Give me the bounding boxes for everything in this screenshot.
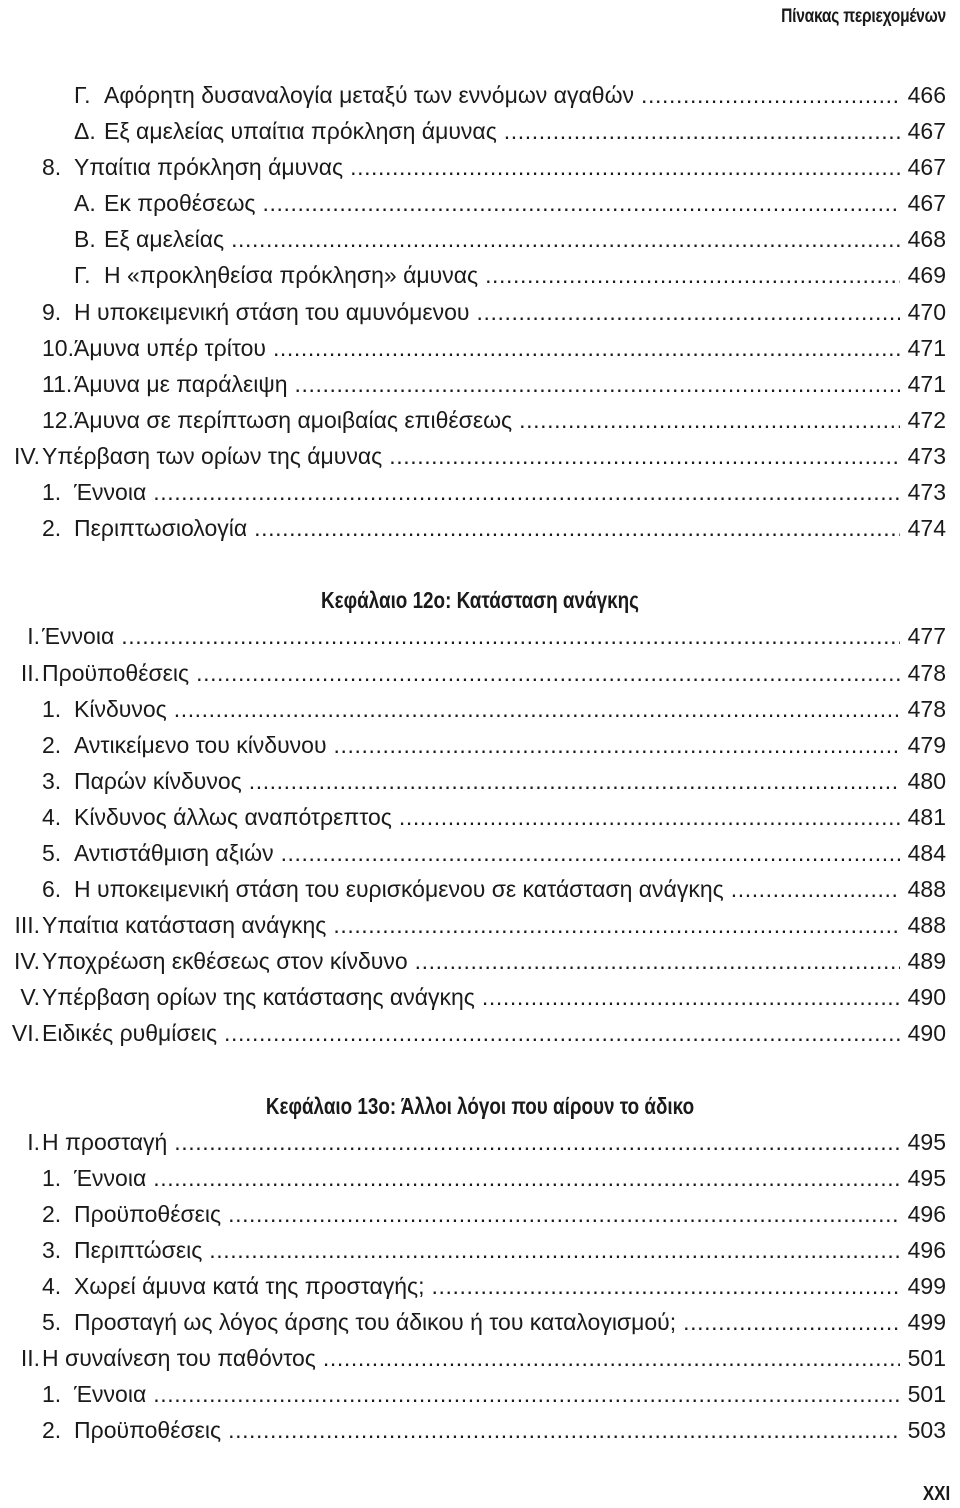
toc-entry-page: 481 — [900, 799, 946, 835]
toc-entry-label: Εξ αμελείας υπαίτια πρόκληση άμυνας ..... — [104, 113, 902, 149]
toc-entry-number — [0, 618, 40, 654]
toc-entry-number-text: 1. — [42, 695, 62, 722]
toc-entry-number — [42, 727, 72, 763]
chapter-heading: Κεφάλαιο 13ο: Άλλοι λόγοι που αίρουν το άδικο — [265, 1092, 695, 1119]
toc-entry — [0, 727, 960, 763]
toc-entry-label: Άμυνα σε περίπτωση αμοιβαίας επιθέσεως ..... — [74, 402, 902, 438]
toc-entry-page: 479 — [900, 727, 946, 763]
toc-entry-page: 472 — [900, 402, 946, 438]
toc-entry-page: 488 — [900, 871, 946, 907]
toc-entry-label: Χωρεί άμυνα κατά της προσταγής; ..... — [74, 1268, 902, 1304]
toc-entry — [0, 835, 960, 871]
toc-entry-number — [0, 1015, 40, 1051]
toc-entry-label: Υπαίτια πρόκληση άμυνας ..... — [74, 149, 902, 185]
toc-entry-number-text: 4. — [42, 1273, 62, 1300]
toc-entry-number — [42, 330, 72, 366]
toc-entry-number-text: Δ. — [74, 118, 96, 145]
toc-entry-label: Η υποκειμενική στάση του αμυνόμενου ..... — [74, 294, 902, 330]
toc-entry-page: 495 — [900, 1160, 946, 1196]
toc-entry-page: 478 — [900, 691, 946, 727]
toc-entry-page: 488 — [900, 907, 946, 943]
toc-entry-page: 467 — [900, 149, 946, 185]
toc-entry-page: 496 — [900, 1196, 946, 1232]
toc-spacer — [0, 546, 960, 582]
chapter-heading: Κεφάλαιο 12ο: Κατάσταση ανάγκης — [321, 587, 639, 614]
toc-entry-number-text: 12. — [42, 406, 74, 433]
toc-entry-number — [42, 799, 72, 835]
toc-entry-number — [42, 1412, 72, 1448]
toc-entry-number — [42, 149, 72, 185]
toc-entry-number — [42, 1232, 72, 1268]
toc-entry-number-text: V. — [20, 984, 40, 1011]
toc-entry — [0, 1376, 960, 1412]
toc-entry-page: 499 — [900, 1304, 946, 1340]
toc-entry-number-text: 9. — [42, 298, 62, 325]
toc-entry-number — [42, 366, 72, 402]
toc-entry-number-text: 5. — [42, 1309, 62, 1336]
toc-entry-number-text: 2. — [42, 731, 62, 758]
toc-entry — [0, 402, 960, 438]
toc-entry-number — [74, 257, 102, 293]
toc-entry-number — [0, 1124, 40, 1160]
toc-entry-number-text: 5. — [42, 839, 62, 866]
toc-entry-number-text: 11. — [42, 370, 73, 397]
toc-entry-number — [42, 763, 72, 799]
toc-entry — [0, 1015, 960, 1051]
toc-entry-number — [74, 113, 102, 149]
toc-entry-page: 473 — [900, 438, 946, 474]
toc-entry-label: Προϋποθέσεις ..... — [42, 655, 902, 691]
toc-entry-number-text: II. — [20, 1345, 40, 1372]
toc-entry — [0, 1124, 960, 1160]
toc-entry-page: 501 — [900, 1340, 946, 1376]
toc-entry-label: Έννοια ..... — [74, 1160, 902, 1196]
toc-entry-number-text: 8. — [42, 154, 62, 181]
toc-entry-number — [74, 185, 102, 221]
toc-entry-number — [42, 510, 72, 546]
toc-entry — [0, 799, 960, 835]
toc-entry-label: Προϋποθέσεις ..... — [74, 1196, 902, 1232]
toc-entry-label: Έννοια ..... — [74, 1376, 902, 1412]
toc-entry-page: 496 — [900, 1232, 946, 1268]
toc-entry-label: Αντικείμενο του κίνδυνου ..... — [74, 727, 902, 763]
toc-entry-number — [42, 1160, 72, 1196]
toc-entry-label: Παρών κίνδυνος ..... — [74, 763, 902, 799]
toc-entry-number-text: VI. — [11, 1020, 40, 1047]
toc-entry — [0, 221, 960, 257]
toc-entry — [0, 330, 960, 366]
toc-entry-number-text: 6. — [42, 876, 62, 903]
toc-entry-page: 480 — [900, 763, 946, 799]
toc-entry-number-text: Α. — [74, 190, 96, 217]
toc-entry-number — [42, 294, 72, 330]
toc-entry-page: 470 — [900, 294, 946, 330]
toc-entry-label: Κίνδυνος άλλως αναπότρεπτος ..... — [74, 799, 902, 835]
toc-entry-number — [42, 691, 72, 727]
toc-entry-number-text: 2. — [42, 1417, 62, 1444]
toc-entry-number — [42, 835, 72, 871]
toc-entry-number-text: II. — [20, 659, 40, 686]
toc-entry-label: Άμυνα υπέρ τρίτου ..... — [74, 330, 902, 366]
toc-entry — [0, 1268, 960, 1304]
toc-entry-label: Ειδικές ρυθμίσεις ..... — [42, 1015, 902, 1051]
toc-entry-label: Κίνδυνος ..... — [74, 691, 902, 727]
page-number: XXI — [922, 1483, 950, 1505]
toc-entry-label: Περιπτωσιολογία ..... — [74, 510, 902, 546]
toc-entry-label: Η συναίνεση του παθόντος ..... — [42, 1340, 902, 1376]
toc-entry-label: Η «προκληθείσα πρόκληση» άμυνας ..... — [104, 257, 902, 293]
toc-entry-label: Εξ αμελείας ..... — [104, 221, 902, 257]
toc-entry-label: Υπέρβαση ορίων της κατάστασης ανάγκης ..... — [42, 979, 902, 1015]
toc-entry — [0, 1160, 960, 1196]
toc-entry — [0, 366, 960, 402]
toc-entry-number — [0, 655, 40, 691]
toc-entry — [0, 871, 960, 907]
toc-entry-number — [42, 1304, 72, 1340]
toc-entry-page: 473 — [900, 474, 946, 510]
toc-entry-number — [42, 402, 72, 438]
toc-entry-number-text: IV. — [13, 442, 40, 469]
toc-entry-page: 469 — [900, 257, 946, 293]
toc-entry — [0, 474, 960, 510]
toc-entry-page: 489 — [900, 943, 946, 979]
toc-entry — [0, 257, 960, 293]
toc-entry-label: Άμυνα με παράλειψη ..... — [74, 366, 902, 402]
toc-entry-number — [74, 221, 102, 257]
toc-entry — [0, 294, 960, 330]
toc-entry — [0, 655, 960, 691]
toc-entry-page: 503 — [900, 1412, 946, 1448]
toc-entry-page: 490 — [900, 979, 946, 1015]
toc-entry-label: Αντιστάθμιση αξιών ..... — [74, 835, 902, 871]
toc-entry — [0, 185, 960, 221]
toc-entry — [0, 438, 960, 474]
toc-entry-page: 468 — [900, 221, 946, 257]
toc-entry-number-text: 4. — [42, 803, 62, 830]
running-head: Πίνακας περιεχομένων — [781, 6, 946, 27]
toc-entry-label: Αφόρητη δυσαναλογία μεταξύ των εννόμων αγαθών ..... — [104, 77, 902, 113]
toc-entry-label: Υπαίτια κατάσταση ανάγκης ..... — [42, 907, 902, 943]
toc-entry-number-text: 1. — [42, 1164, 62, 1191]
toc-entry-number — [74, 77, 102, 113]
toc-entry-label: Εκ προθέσεως ..... — [104, 185, 902, 221]
toc-entry-page: 478 — [900, 655, 946, 691]
toc-entry-page: 501 — [900, 1376, 946, 1412]
toc-entry-number-text: Β. — [74, 226, 96, 253]
toc-entry-number-text: I. — [27, 1128, 40, 1155]
toc-entry — [0, 618, 960, 654]
toc-entry-page: 499 — [900, 1268, 946, 1304]
toc-entry — [0, 510, 960, 546]
toc-entry-number — [42, 1376, 72, 1412]
toc-entry — [0, 943, 960, 979]
toc-entry-label: Προσταγή ως λόγος άρσης του άδικου ή του καταλογισμού; ..... — [74, 1304, 902, 1340]
toc-entry-label: Προϋποθέσεις ..... — [74, 1412, 902, 1448]
table-of-contents — [0, 77, 960, 1449]
toc-entry — [0, 1304, 960, 1340]
toc-entry-page: 466 — [900, 77, 946, 113]
toc-entry-page: 477 — [900, 618, 946, 654]
toc-entry-number-text: 1. — [42, 1381, 62, 1408]
toc-entry-number — [0, 979, 40, 1015]
toc-entry-number-text: I. — [27, 623, 40, 650]
toc-entry — [0, 763, 960, 799]
toc-entry — [0, 149, 960, 185]
toc-entry-number — [0, 1340, 40, 1376]
toc-entry — [0, 77, 960, 113]
toc-entry-number-text: III. — [14, 912, 40, 939]
toc-entry-page: 467 — [900, 185, 946, 221]
toc-entry-label: Έννοια ..... — [74, 474, 902, 510]
toc-entry-number-text: 2. — [42, 515, 62, 542]
toc-entry-number-text: 3. — [42, 1237, 62, 1263]
toc-entry-number — [0, 438, 40, 474]
toc-entry-label: Περιπτώσεις ..... — [74, 1232, 902, 1268]
toc-entry-number — [42, 1196, 72, 1232]
toc-entry — [0, 1232, 960, 1268]
toc-entry-number-text: 3. — [42, 767, 62, 794]
toc-entry-page: 484 — [900, 835, 946, 871]
toc-entry-number — [42, 871, 72, 907]
toc-entry-label: Υπέρβαση των ορίων της άμυνας ..... — [42, 438, 902, 474]
toc-entry — [0, 1340, 960, 1376]
toc-entry — [0, 979, 960, 1015]
toc-entry-label: Η υποκειμενική στάση του ευρισκόμενου σε κατάσταση ανάγκης ..... — [74, 871, 902, 907]
toc-entry — [0, 691, 960, 727]
toc-entry-page: 495 — [900, 1124, 946, 1160]
toc-entry-number-text: Γ. — [74, 82, 91, 108]
toc-entry-page: 467 — [900, 113, 946, 149]
toc-entry-page: 474 — [900, 510, 946, 546]
toc-entry-page: 490 — [900, 1015, 946, 1051]
toc-entry-number-text: Γ. — [74, 262, 91, 289]
toc-entry-number — [42, 474, 72, 510]
toc-entry — [0, 113, 960, 149]
toc-entry-label: Η προσταγή ..... — [42, 1124, 902, 1160]
toc-entry — [0, 1412, 960, 1448]
toc-entry-number-text: 2. — [42, 1200, 62, 1227]
toc-entry-page: 471 — [900, 330, 946, 366]
toc-entry-number — [42, 1268, 72, 1304]
toc-entry-number-text: IV. — [13, 948, 40, 975]
toc-entry — [0, 907, 960, 943]
toc-entry — [0, 1196, 960, 1232]
toc-entry-label: Έννοια ..... — [42, 618, 902, 654]
toc-entry-number — [0, 907, 40, 943]
toc-entry-number — [0, 943, 40, 979]
toc-entry-number-text: 1. — [42, 479, 62, 506]
toc-entry-page: 471 — [900, 366, 946, 402]
toc-entry-label: Υποχρέωση εκθέσεως στον κίνδυνο ..... — [42, 943, 902, 979]
toc-entry-number-text: 10. — [42, 334, 74, 361]
toc-spacer — [0, 1052, 960, 1088]
